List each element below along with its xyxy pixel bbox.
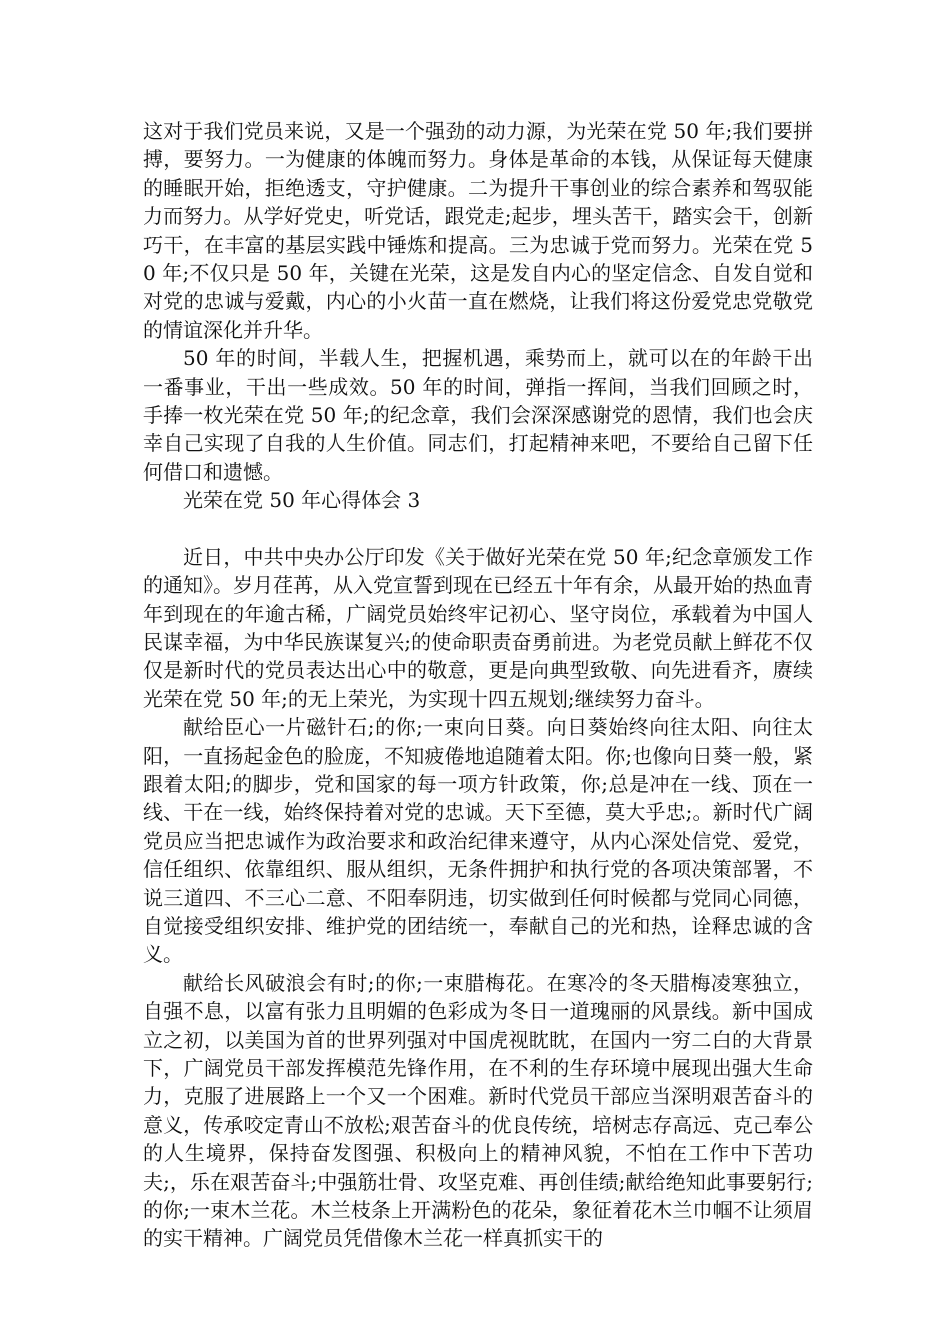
document-page: [143, 117, 813, 1253]
paragraph: 这对于我们党员来说，又是一个强劲的动力源，为光荣在党 50 年;我们要拼搏，要努力。一为健康的体魄而努力。身体是革命的本钱，从保证每天健康的睡眠开始，拒绝透支，守护健康。二为提升干事创业的综合素养和驾驭能力而努力。从学好党史，听党话，跟党走;起步，埋头苦干，踏实会干，创新巧干，在丰富的基层实践中锤炼和提高。三为忠诚于党而努力。光荣在党 50 年;不仅只是 50 年，关键在光荣，这是发自内心的坚定信念、自发自觉和对党的忠诚与爱戴，内心的小火苗一直在燃烧，让我们将这份爱党忠党敬党的情谊深化并升华。: [143, 119, 813, 342]
paragraph: 近日，中共中央办公厅印发《关于做好光荣在党 50 年;纪念章颁发工作的通知》。岁月荏苒，从入党宣誓到现在已经五十年有余，从最开始的热血青年到现在的年逾古稀，广阔党员始终牢记初心、坚守岗位，承载着为中国人民谋幸福，为中华民族谋复兴;的使命职责奋勇前进。为老党员献上鲜花不仅仅是新时代的党员表达出心中的敬意，更是向典型致敬、向先进看齐，赓续光荣在党 50 年;的无上荣光，为实现十四五规划;继续努力奋斗。: [143, 544, 813, 711]
section-heading: 光荣在党 50 年心得体会 3: [183, 488, 421, 513]
paragraph: 50 年的时间，半载人生，把握机遇，乘势而上，就可以在的年龄干出一番事业，干出一些成效。50 年的时间，弹指一挥间，当我们回顾之时，手捧一枚光荣在党 50 年;的纪念章，我们会深深感谢党的恩情，我们也会庆幸自己实现了自我的人生价值。同志们，打起精神来吧，不要给自己留下任何借口和遗憾。: [143, 346, 813, 484]
blank-line: [143, 515, 813, 543]
paragraph: 献给长风破浪会有时;的你;一束腊梅花。在寒冷的冬天腊梅凌寒独立，自强不息，以富有张力且明媚的色彩成为冬日一道瑰丽的风景线。新中国成立之初，以美国为首的世界列强对中国虎视眈眈，在国内一穷二白的大背景下，广阔党员干部发挥模范先锋作用，在不利的生存环境中展现出强大生命力，克服了进展路上一个又一个困难。新时代党员干部应当深明艰苦奋斗的意义，传承咬定青山不放松;艰苦奋斗的优良传统，培树志存高远、克己奉公的人生境界，保持奋发图强、积极向上的精神风貌，不怕在工作中下苦功夫;，乐在艰苦奋斗;中强筋壮骨、攻坚克难、再创佳绩;献给绝知此事要躬行;的你;一束木兰花。木兰枝条上开满粉色的花朵，象征着花木兰巾帼不让须眉的实干精神。广阔党员凭借像木兰花一样真抓实干的: [143, 970, 813, 1251]
paragraph: 献给臣心一片磁针石;的你;一束向日葵。向日葵始终向往太阳、向往太阳，一直扬起金色的脸庞，不知疲倦地追随着太阳。你;也像向日葵一般，紧跟着太阳;的脚步，党和国家的每一项方针政策，你;总是冲在一线、顶在一线、干在一线，始终保持着对党的忠诚。天下至德，莫大乎忠;。新时代广阔党员应当把忠诚作为政治要求和政治纪律来遵守，从内心深处信党、爱党，信任组织、依靠组织、服从组织，无条件拥护和执行党的各项决策部署，不说三道四、不三心二意、不阳奉阴违，切实做到任何时候都与党同心同德，自觉接受组织安排、维护党的团结统一，奉献自己的光和热，诠释忠诚的含义。: [143, 715, 813, 967]
